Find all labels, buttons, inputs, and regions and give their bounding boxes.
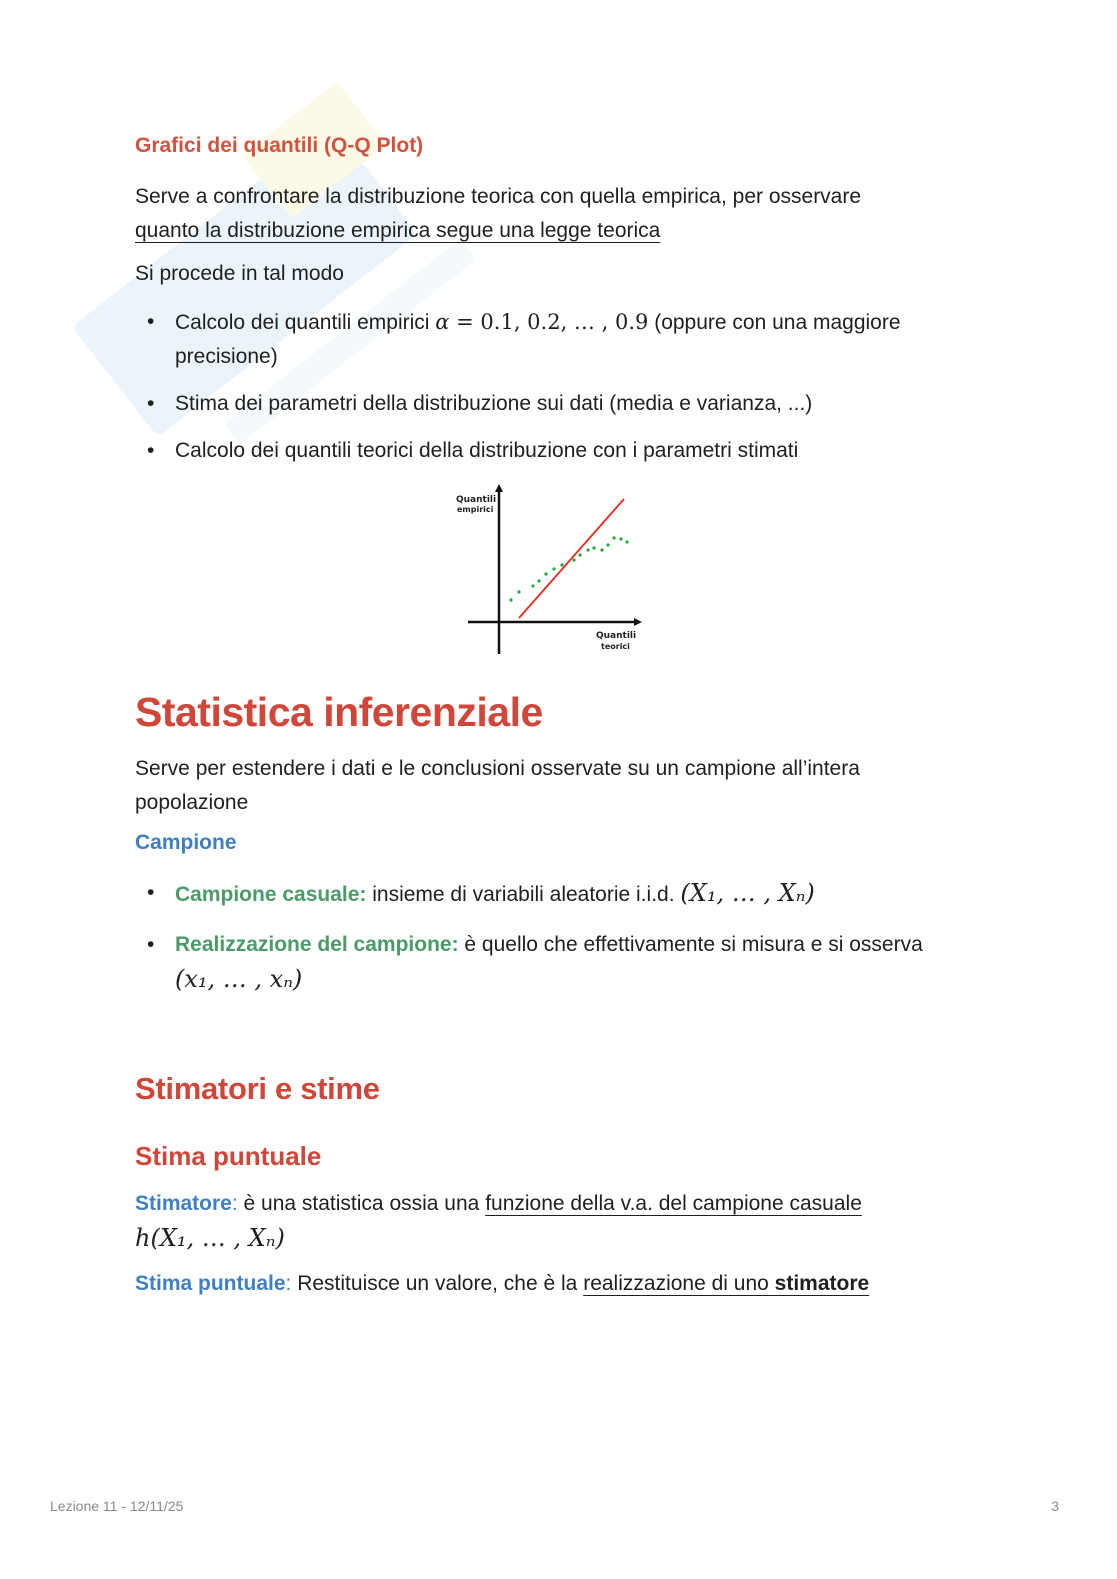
inferential-intro-text: Serve per estendere i dati e le conclusioni osservate su un campione all’intera popolazione — [135, 757, 860, 814]
x-label-line2: teorici — [601, 642, 630, 651]
x-axis-arrow — [634, 618, 642, 626]
stima-underlined: realizzazione di uno stimatore — [583, 1272, 870, 1295]
random-sample-math: (X₁, … , Xₙ) — [680, 879, 815, 907]
qq-title: Grafici dei quantili (Q-Q Plot) — [135, 134, 424, 157]
data-point — [578, 553, 581, 556]
data-point — [606, 543, 609, 546]
list-item: • Calcolo dei quantili empirici α = 0.1, 0.2, … , 0.9 (oppure con una maggiore precisione) — [135, 305, 967, 374]
list-item: • Realizzazione del campione: è quello che effettivamente si misura e si osserva (x₁, … , xₙ) — [135, 928, 967, 998]
data-point — [544, 572, 547, 575]
campione-heading-block — [135, 831, 967, 855]
list-item: • Calcolo dei quantili teorici della distribuzione con i parametri stimati — [135, 434, 967, 468]
data-point — [619, 537, 622, 540]
realizzazione-label: Realizzazione del campione: — [175, 933, 459, 956]
data-point — [531, 584, 534, 587]
campione-heading: Campione — [135, 831, 237, 854]
sample-realization-math: (x₁, … , xₙ) — [175, 965, 303, 993]
y-axis-arrow — [495, 484, 503, 492]
qq-section — [135, 134, 967, 158]
data-point — [600, 548, 603, 551]
data-point — [509, 598, 512, 601]
estimators-title: Stimatori e stime — [135, 1071, 380, 1106]
y-label-line1: Quantili — [456, 495, 497, 505]
y-label-line2: empirici — [457, 505, 494, 514]
list-item: • Stima dei parametri della distribuzione sui dati (media e varianza, ...) — [135, 387, 967, 421]
x-label-line1: Quantili — [596, 631, 637, 641]
qq-procedure — [135, 257, 967, 291]
stimatore-underlined: funzione della v.a. del campione casuale — [485, 1192, 862, 1215]
campione-casuale-label: Campione casuale: — [175, 883, 367, 906]
empirical-points — [509, 536, 628, 601]
point-estimate-title: Stima puntuale — [135, 1141, 322, 1171]
data-point — [625, 540, 628, 543]
data-point — [572, 558, 575, 561]
list-item: • Campione casuale: insieme di variabili aleatorie i.i.d. (X₁, … , Xₙ) — [135, 876, 967, 912]
data-point — [517, 590, 520, 593]
inferential-intro — [135, 752, 967, 820]
qq-intro-text: Serve a confrontare la distribuzione teorica con quella empirica, per osservare — [135, 185, 862, 208]
data-point — [560, 563, 563, 566]
qq-procedure-text: Si procede in tal modo — [135, 262, 344, 285]
data-point — [552, 567, 555, 570]
inferential-title: Statistica inferenziale — [135, 689, 543, 735]
qq-plot-figure — [450, 482, 650, 662]
stimatore-label: Stimatore — [135, 1192, 232, 1215]
stima-puntuale-label: Stima puntuale — [135, 1272, 286, 1295]
data-point — [537, 579, 540, 582]
qq-intro — [135, 180, 967, 248]
estimator-function-math: h(X₁, … , Xₙ) — [135, 1224, 285, 1252]
alpha-values: = 0.1, 0.2, … , 0.9 — [449, 310, 649, 334]
alpha-symbol: α — [435, 310, 450, 334]
qq-steps — [135, 305, 967, 468]
stima-puntuale-definition: Stima puntuale: Restituisce un valore, che è la realizzazione di uno stimatore — [135, 1272, 870, 1295]
stimatore-definition: Stimatore: è una statistica ossia una funzione della v.a. del campione casuale h(X₁, … , Xₙ) — [135, 1192, 862, 1252]
inferential-section — [135, 689, 967, 736]
data-point — [586, 548, 589, 551]
reference-line — [519, 499, 624, 618]
page-number: 3 — [1051, 1498, 1059, 1514]
point-estimate-section — [135, 1141, 967, 1172]
estimators-section — [135, 1071, 967, 1107]
data-point — [612, 536, 615, 539]
qq-intro-underlined: quanto la distribuzione empirica segue una legge teorica — [135, 219, 661, 242]
footer-lecture-date: Lezione 11 - 12/11/25 — [50, 1498, 184, 1514]
campione-list — [135, 876, 967, 998]
data-point — [592, 546, 595, 549]
